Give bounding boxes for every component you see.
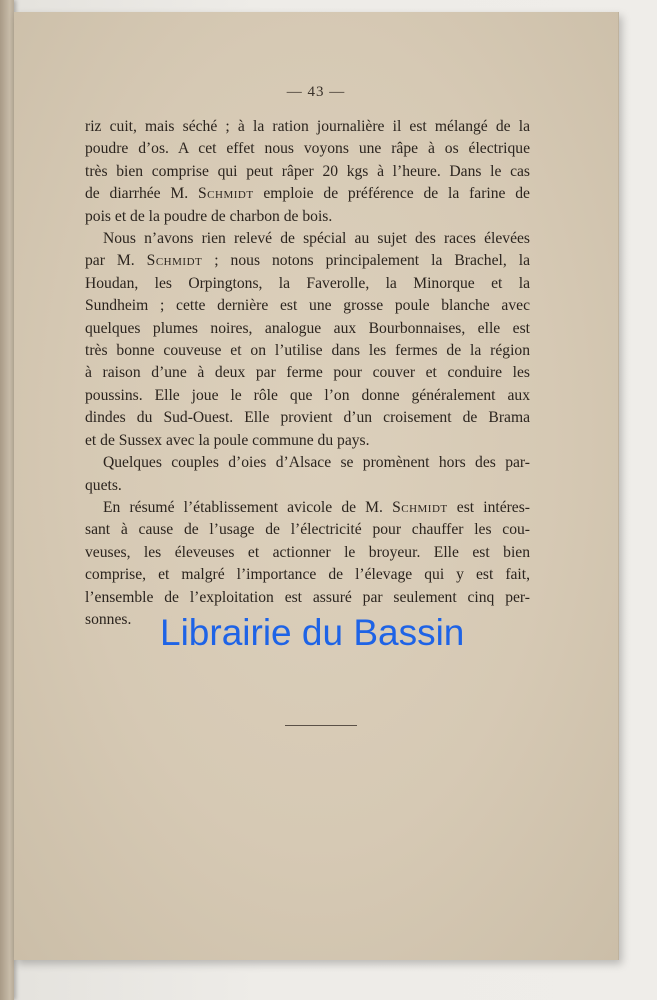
book-page: [14, 12, 619, 960]
text-line: de diarrhée M. Schmidt emploie de préférence de la farine de: [85, 185, 530, 203]
text-line: Nous n’avons rien relevé de spécial au sujet des races élevées: [103, 230, 530, 248]
text-line: à raison d’une à deux par ferme pour couver et conduire les: [85, 364, 530, 382]
text-line: quelques plumes noires, analogue aux Bourbonnaises, elle est: [85, 319, 530, 337]
page-number: — 43 —: [286, 84, 346, 100]
text-line: très bonne couveuse et on l’utilise dans les fermes de la région: [85, 342, 530, 360]
text-line: veuses, les éleveuses et actionner le broyeur. Elle est bien: [85, 543, 530, 561]
text-line: quets.: [85, 476, 122, 494]
text-line: poudre d’os. A cet effet nous voyons une râpe à os électrique: [85, 140, 530, 158]
text-line: l’ensemble de l’exploitation est assuré par seulement cinq per-: [85, 588, 530, 606]
text-line: par M. Schmidt ; nous notons principalement la Brachel, la: [85, 252, 530, 270]
text-line: Sundheim ; cette dernière est une grosse poule blanche avec: [85, 297, 530, 315]
text-line: comprise, et malgré l’importance de l’élevage qui y est fait,: [85, 566, 530, 584]
text-line: sant à cause de l’usage de l’électricité pour chauffer les cou-: [85, 521, 530, 539]
text-line: pois et de la poudre de charbon de bois.: [85, 207, 333, 225]
section-divider: [285, 725, 357, 726]
watermark-text: Librairie du Bassin: [160, 612, 465, 653]
text-line: très bien comprise qui peut râper 20 kgs à l’heure. Dans le cas: [85, 162, 530, 180]
text-line: Quelques couples d’oies d’Alsace se promènent hors des par-: [103, 454, 530, 472]
text-line: sonnes.: [85, 610, 132, 628]
text-line: En résumé l’établissement avicole de M. Schmidt est intéres-: [103, 498, 530, 516]
text-line: et de Sussex avec la poule commune du pays.: [85, 431, 370, 449]
facing-page-edge: [0, 0, 14, 1000]
text-line: dindes du Sud-Ouest. Elle provient d’un croisement de Brama: [85, 409, 530, 427]
text-line: riz cuit, mais séché ; à la ration journalière il est mélangé de la: [85, 118, 530, 135]
text-line: poussins. Elle joue le rôle que l’on donne généralement aux: [85, 386, 530, 404]
text-line: Houdan, les Orpingtons, la Faverolle, la Minorque et la: [85, 274, 530, 292]
body-text: [85, 116, 530, 631]
